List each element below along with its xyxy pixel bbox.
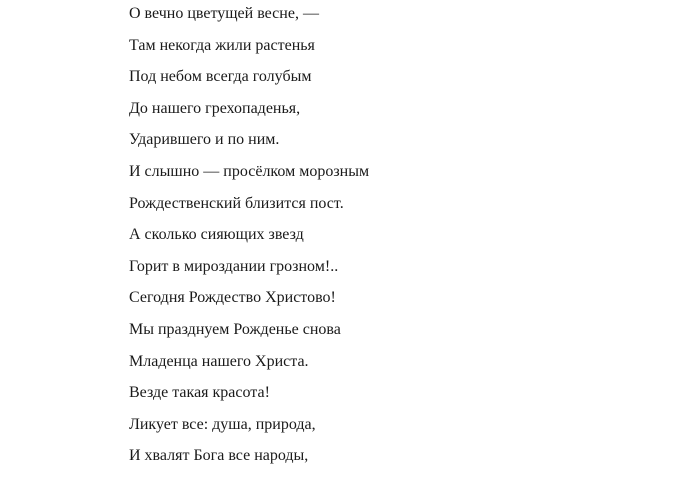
poem-line: Мы празднуем Рожденье снова xyxy=(129,320,341,338)
poem-line: Младенца нашего Христа. xyxy=(129,352,309,370)
poem-line: И хвалят Бога все народы, xyxy=(129,447,309,465)
poem-text xyxy=(129,3,369,477)
poem-line: Рождественский близится пост. xyxy=(129,194,344,212)
poem-line: И слышно — просёлком морозным xyxy=(129,162,370,180)
poem-line: До нашего грехопаденья, xyxy=(129,99,301,117)
poem-line: Везде такая красота! xyxy=(129,384,270,402)
poem-line: Ликует все: душа, природа, xyxy=(129,415,316,433)
poem-line: А сколько сияющих звезд xyxy=(129,226,304,244)
poem-line: Сегодня Рождество Христово! xyxy=(129,289,336,307)
poem-line: Горит в мироздании грозном!.. xyxy=(129,257,339,275)
poem-line: Ударившего и по ним. xyxy=(129,131,280,149)
poem-line: Под небом всегда голубым xyxy=(129,68,312,86)
poem-line: Там некогда жили растенья xyxy=(129,36,315,54)
poem-line: О вечно цветущей весне, — xyxy=(129,5,319,22)
